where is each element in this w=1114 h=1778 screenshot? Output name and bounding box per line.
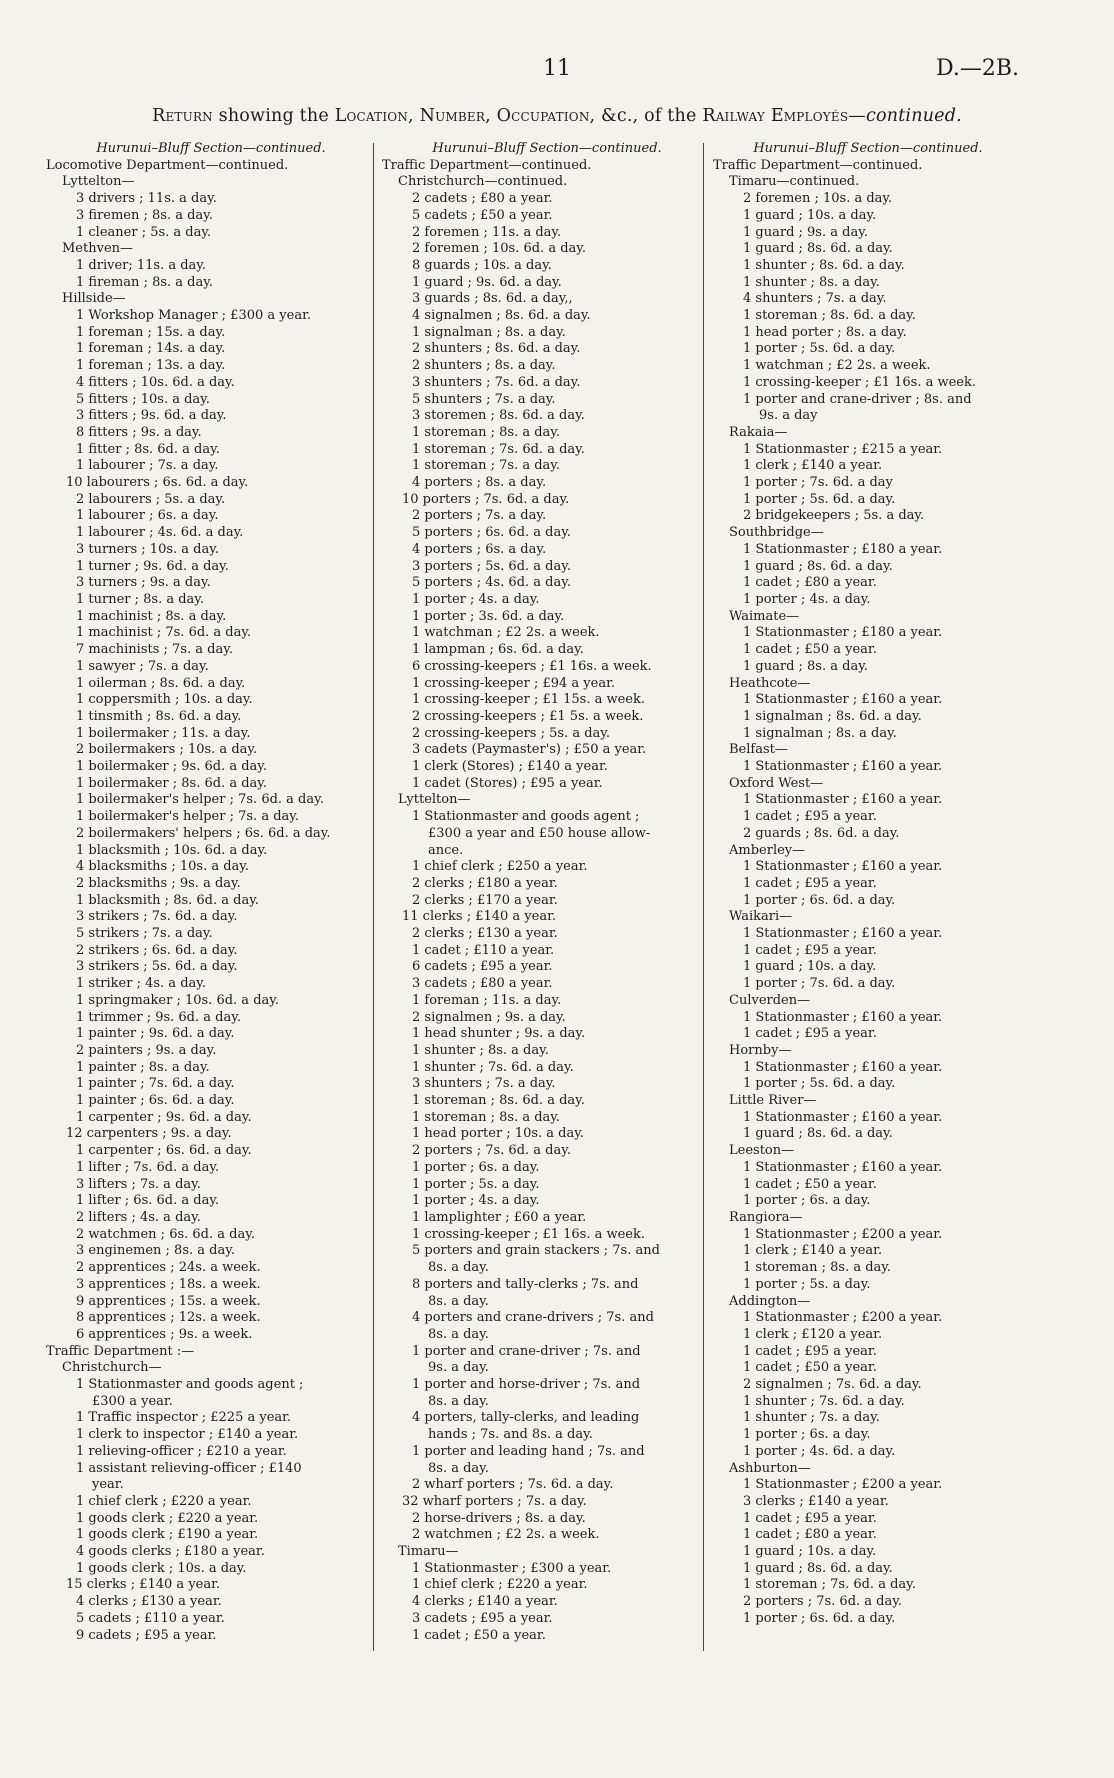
entry-line: 2 guards ; 8s. 6d. a day. xyxy=(743,825,900,841)
entry-line: 5 porters and grain stackers ; 7s. and xyxy=(412,1243,660,1259)
entry-line: 1 boilermaker's helper ; 7s. 6d. a day. xyxy=(76,792,324,808)
location-heading: Lyttelton— xyxy=(62,174,135,190)
location-heading: Christchurch—continued. xyxy=(398,174,568,190)
entry-line: 1 Stationmaster ; £160 a year. xyxy=(743,759,943,775)
entry-line: 1 head porter ; 10s. a day. xyxy=(412,1126,584,1142)
entry-line: 2 signalmen ; 9s. a day. xyxy=(412,1009,566,1025)
entry-line: 8 porters and tally-clerks ; 7s. and xyxy=(412,1276,639,1292)
entry-line: 7 machinists ; 7s. a day. xyxy=(76,642,233,658)
location-heading: Ashburton— xyxy=(729,1460,811,1476)
entry-line: 1 chief clerk ; £250 a year. xyxy=(412,859,588,875)
entry-line: 1 guard ; 10s. a day. xyxy=(743,959,877,975)
entry-line: 1 cadet ; £80 a year. xyxy=(743,575,877,591)
entry-line: 1 cadet ; £80 a year. xyxy=(743,1527,877,1543)
entry-line: 1 porter ; 4s. 6d. a day. xyxy=(743,1443,896,1459)
entry-line: 1 storeman ; 8s. a day. xyxy=(412,424,561,440)
location-heading: Waimate— xyxy=(729,608,800,624)
document-code: D.—2B. xyxy=(935,56,1019,81)
entry-line: 1 watchman ; £2 2s. a week. xyxy=(412,625,600,641)
entry-line: 2 shunters ; 8s. 6d. a day. xyxy=(412,341,581,357)
entry-line: 1 guard ; 8s. 6d. a day. xyxy=(743,1560,893,1576)
entry-line: 1 painter ; 8s. a day. xyxy=(76,1059,210,1075)
entry-line: 2 porters ; 7s. a day. xyxy=(412,508,547,524)
location-heading: Heathcote— xyxy=(729,675,811,691)
entry-line: 32 wharf porters ; 7s. a day. xyxy=(402,1493,587,1509)
entry-line: 5 cadets ; £50 a year. xyxy=(412,207,553,223)
entry-line: 5 strikers ; 7s. a day. xyxy=(76,926,213,942)
entry-line: 1 guard ; 10s. a day. xyxy=(743,207,877,223)
entry-line: 3 drivers ; 11s. a day. xyxy=(76,191,217,207)
entry-line: 2 strikers ; 6s. 6d. a day. xyxy=(76,942,238,958)
entry-line: 6 cadets ; £95 a year. xyxy=(412,959,553,975)
entry-line: 1 painter ; 6s. 6d. a day. xyxy=(76,1093,235,1109)
entry-continuation: 8s. a day. xyxy=(428,1293,489,1309)
page-number: 11 xyxy=(543,56,571,81)
entry-line: 1 porter ; 7s. 6d. a day. xyxy=(743,976,896,992)
entry-line: 1 tinsmith ; 8s. 6d. a day. xyxy=(76,708,242,724)
column-2 xyxy=(382,141,712,1644)
entry-line: 1 fitter ; 8s. 6d. a day. xyxy=(76,441,220,457)
entry-line: 2 boilermakers' helpers ; 6s. 6d. a day. xyxy=(76,825,331,841)
entry-line: 1 foreman ; 14s. a day. xyxy=(76,341,226,357)
entry-line: 1 labourer ; 4s. 6d. a day. xyxy=(76,525,244,541)
department-heading: Traffic Department—continued. xyxy=(713,157,923,173)
entry-line: 1 cadet ; £95 a year. xyxy=(743,1026,877,1042)
entry-line: 1 watchman ; £2 2s. a week. xyxy=(743,358,931,374)
entry-line: 1 porter ; 5s. 6d. a day. xyxy=(743,341,896,357)
entry-line: 5 cadets ; £110 a year. xyxy=(76,1610,225,1626)
entry-line: 1 foreman ; 11s. a day. xyxy=(412,992,562,1008)
entry-line: 1 lampman ; 6s. 6d. a day. xyxy=(412,642,584,658)
entry-line: 3 turners ; 9s. a day. xyxy=(76,575,211,591)
entry-line: 1 lamplighter ; £60 a year. xyxy=(412,1210,587,1225)
entry-line: 1 cadet ; £50 a year. xyxy=(412,1627,546,1643)
entry-line: 4 porters ; 6s. a day. xyxy=(412,541,547,557)
entry-line: 1 signalman ; 8s. a day. xyxy=(412,324,566,340)
entry-line: 2 wharf porters ; 7s. 6d. a day. xyxy=(412,1477,614,1493)
entry-continuation: 8s. a day. xyxy=(428,1393,489,1409)
entry-line: 1 porter ; 5s. 6d. a day. xyxy=(743,1076,896,1092)
entry-line: 1 storeman ; 8s. 6d. a day. xyxy=(743,308,916,324)
entry-line: 10 porters ; 7s. 6d. a day. xyxy=(402,491,570,507)
entry-line: 1 porter ; 6s. a day. xyxy=(412,1159,540,1175)
entry-line: 1 coppersmith ; 10s. a day. xyxy=(76,692,253,708)
location-heading: Waikari— xyxy=(729,909,793,925)
entry-line: 5 fitters ; 10s. a day. xyxy=(76,391,210,407)
entry-line: 1 shunter ; 8s. 6d. a day. xyxy=(743,257,905,273)
entry-line: 1 goods clerk ; £190 a year. xyxy=(76,1527,259,1543)
entry-line: 4 clerks ; £130 a year. xyxy=(76,1594,222,1610)
location-heading: Lyttelton— xyxy=(398,792,471,808)
entry-line: 1 porter ; 7s. 6d. a day xyxy=(743,475,893,491)
entry-line: 1 cadet ; £95 a year. xyxy=(743,1510,877,1526)
entry-line: 3 shunters ; 7s. a day. xyxy=(412,1076,556,1092)
entry-line: 2 blacksmiths ; 9s. a day. xyxy=(76,875,241,891)
entry-line: 1 springmaker ; 10s. 6d. a day. xyxy=(76,992,280,1008)
entry-line: 1 shunter ; 7s. 6d. a day. xyxy=(412,1059,574,1075)
entry-line: 1 Stationmaster ; £215 a year. xyxy=(743,441,943,457)
entry-line: 4 fitters ; 10s. 6d. a day. xyxy=(76,374,235,390)
entry-line: 11 clerks ; £140 a year. xyxy=(402,909,557,925)
entry-line: 1 boilermaker ; 8s. 6d. a day. xyxy=(76,775,268,791)
entry-line: 1 carpenter ; 6s. 6d. a day. xyxy=(76,1143,252,1159)
entry-line: 1 porter ; 5s. a day. xyxy=(743,1276,871,1292)
entry-continuation: 8s. a day. xyxy=(428,1260,489,1276)
entry-line: 1 cadet ; £50 a year. xyxy=(743,1176,877,1192)
entry-line: 3 guards ; 8s. 6d. a day,, xyxy=(412,291,573,307)
entry-line: 1 guard ; 8s. 6d. a day. xyxy=(743,1126,893,1142)
entry-line: 1 clerk to inspector ; £140 a year. xyxy=(76,1427,299,1443)
location-heading: Leeston— xyxy=(729,1143,795,1159)
entry-line: 1 foreman ; 15s. a day. xyxy=(76,324,226,340)
entry-line: 1 Stationmaster ; £160 a year. xyxy=(743,1059,943,1075)
entry-line: 1 painter ; 9s. 6d. a day. xyxy=(76,1026,235,1042)
entry-line: 1 guard ; 8s. 6d. a day. xyxy=(743,241,893,257)
location-heading: Rangiora— xyxy=(729,1210,803,1225)
entry-line: 2 crossing-keepers ; 5s. a day. xyxy=(412,725,611,741)
entry-line: 9 apprentices ; 15s. a week. xyxy=(76,1293,261,1309)
entry-line: 1 Stationmaster ; £160 a year. xyxy=(743,926,943,942)
entry-line: 1 Stationmaster ; £160 a year. xyxy=(743,792,943,808)
entry-line: 1 striker ; 4s. a day. xyxy=(76,976,207,992)
entry-line: 1 boilermaker ; 11s. a day. xyxy=(76,725,251,741)
entry-line: 1 cadet ; £95 a year. xyxy=(743,1343,877,1359)
entry-line: 1 crossing-keeper ; £94 a year. xyxy=(412,675,615,691)
entry-line: 1 Stationmaster ; £160 a year. xyxy=(743,1159,943,1175)
entry-line: 1 crossing-keeper ; £1 16s. a week. xyxy=(412,1226,646,1242)
column-3 xyxy=(713,141,1023,1628)
entry-line: 2 clerks ; £130 a year. xyxy=(412,926,558,942)
location-heading: Hornby— xyxy=(729,1042,792,1058)
location-heading: Belfast— xyxy=(729,742,788,758)
entry-line: 1 cadet ; £95 a year. xyxy=(743,942,877,958)
entry-line: 2 foremen ; 11s. a day. xyxy=(412,224,562,240)
entry-line: 1 cadet ; £50 a year. xyxy=(743,1360,877,1376)
entry-line: 8 fitters ; 9s. a day. xyxy=(76,424,202,440)
page-title: Return showing the Location, Number, Occupation, &c., of the Railway Employés—continued. xyxy=(152,106,962,126)
entry-line: 3 shunters ; 7s. 6d. a day. xyxy=(412,374,581,390)
entry-line: 1 guard ; 8s. 6d. a day. xyxy=(743,558,893,574)
entry-line: 8 guards ; 10s. a day. xyxy=(412,257,552,273)
entry-line: 2 clerks ; £170 a year. xyxy=(412,892,558,908)
entry-line: 3 cadets ; £80 a year. xyxy=(412,976,553,992)
entry-line: 4 shunters ; 7s. a day. xyxy=(743,291,887,307)
entry-line: 1 porter ; 4s. a day. xyxy=(412,591,540,607)
entry-line: 1 head porter ; 8s. a day. xyxy=(743,324,907,340)
location-heading: Timaru—continued. xyxy=(729,174,860,190)
entry-line: 1 cadet ; £110 a year. xyxy=(412,942,555,958)
location-heading: Oxford West— xyxy=(729,775,824,791)
entry-line: 1 storeman ; 7s. 6d. a day. xyxy=(743,1577,916,1593)
entry-line: 1 storeman ; 7s. a day. xyxy=(412,458,561,474)
entry-line: 1 clerk ; £120 a year. xyxy=(743,1326,883,1342)
entry-line: 1 cleaner ; 5s. a day. xyxy=(76,224,212,240)
entry-line: 2 cadets ; £80 a year. xyxy=(412,191,553,207)
entry-line: 2 horse-drivers ; 8s. a day. xyxy=(412,1510,586,1526)
entry-line: 3 porters ; 5s. 6d. a day. xyxy=(412,558,571,574)
entry-line: 1 blacksmith ; 8s. 6d. a day. xyxy=(76,892,259,908)
entry-continuation: 9s. a day. xyxy=(428,1360,489,1376)
entry-line: 1 trimmer ; 9s. 6d. a day. xyxy=(76,1009,241,1025)
entry-line: 6 apprentices ; 9s. a week. xyxy=(76,1326,253,1342)
entry-line: 1 painter ; 7s. 6d. a day. xyxy=(76,1076,235,1092)
entry-line: 3 strikers ; 5s. 6d. a day. xyxy=(76,959,238,975)
entry-line: 1 Stationmaster ; £180 a year. xyxy=(743,541,943,557)
department-heading: Traffic Department—continued. xyxy=(382,157,592,173)
entry-line: 2 watchmen ; £2 2s. a week. xyxy=(412,1527,600,1543)
title-location: Location xyxy=(334,106,409,126)
entry-line: 1 goods clerk ; £220 a year. xyxy=(76,1510,259,1526)
entry-line: 1 porter and crane-driver ; 7s. and xyxy=(412,1343,641,1359)
entry-line: 2 foremen ; 10s. a day. xyxy=(743,191,893,207)
entry-continuation: £300 a year. xyxy=(92,1393,173,1409)
entry-line: 1 guard ; 10s. a day. xyxy=(743,1544,877,1560)
entry-continuation: year. xyxy=(92,1477,124,1493)
location-heading: Addington— xyxy=(729,1293,811,1309)
entry-line: 4 porters ; 8s. a day. xyxy=(412,475,547,491)
entry-line: 2 lifters ; 4s. a day. xyxy=(76,1210,201,1225)
entry-line: 1 cadet ; £95 a year. xyxy=(743,809,877,825)
entry-line: 2 signalmen ; 7s. 6d. a day. xyxy=(743,1377,922,1393)
entry-line: 1 boilermaker's helper ; 7s. a day. xyxy=(76,809,300,825)
entry-line: 1 clerk ; £140 a year. xyxy=(743,1243,883,1259)
entry-line: 1 Stationmaster ; £160 a year. xyxy=(743,692,943,708)
entry-continuation: 8s. a day. xyxy=(428,1460,489,1476)
section-heading: Hurunui–Bluff Section—continued. xyxy=(96,141,326,156)
entry-line: 1 porter ; 6s. a day. xyxy=(743,1427,871,1443)
location-heading: Southbridge— xyxy=(729,525,824,541)
entry-line: 4 porters and crane-drivers ; 7s. and xyxy=(412,1310,654,1326)
entry-line: 1 guard ; 9s. a day. xyxy=(743,224,868,240)
entry-line: 6 crossing-keepers ; £1 16s. a week. xyxy=(412,658,652,674)
title-etc: &c., of the xyxy=(601,106,703,126)
title-number: Number xyxy=(419,106,486,126)
entry-line: 5 shunters ; 7s. a day. xyxy=(412,391,556,407)
entry-line: 1 crossing-keeper ; £1 16s. a week. xyxy=(743,374,977,390)
entry-line: 1 clerk (Stores) ; £140 a year. xyxy=(412,759,608,775)
entry-continuation: hands ; 7s. and 8s. a day. xyxy=(428,1427,593,1443)
entry-line: 2 porters ; 7s. 6d. a day. xyxy=(412,1143,571,1159)
entry-line: 1 porter and leading hand ; 7s. and xyxy=(412,1443,645,1459)
entry-line: 3 strikers ; 7s. 6d. a day. xyxy=(76,909,238,925)
location-heading: Timaru— xyxy=(398,1544,459,1560)
entry-line: 3 fitters ; 9s. 6d. a day. xyxy=(76,408,227,424)
entry-line: 8 apprentices ; 12s. a week. xyxy=(76,1310,261,1326)
entry-line: 1 signalman ; 8s. a day. xyxy=(743,725,897,741)
entry-line: 4 blacksmiths ; 10s. a day. xyxy=(76,859,250,875)
entry-line: 3 clerks ; £140 a year. xyxy=(743,1493,889,1509)
entry-line: 2 porters ; 7s. 6d. a day. xyxy=(743,1594,902,1610)
department-heading: Traffic Department :— xyxy=(46,1343,195,1359)
entry-line: 1 blacksmith ; 10s. 6d. a day. xyxy=(76,842,268,858)
entry-line: 1 porter ; 6s. 6d. a day. xyxy=(743,1610,896,1626)
entry-line: 1 oilerman ; 8s. 6d. a day. xyxy=(76,675,246,691)
entry-line: 5 porters ; 4s. 6d. a day. xyxy=(412,575,571,591)
entry-line: 1 porter ; 4s. a day. xyxy=(412,1193,540,1209)
entry-line: 10 labourers ; 6s. 6d. a day. xyxy=(66,475,249,491)
entry-line: 1 Stationmaster and goods agent ; xyxy=(412,809,640,825)
entry-line: 4 porters, tally-clerks, and leading xyxy=(412,1410,640,1426)
entry-line: 1 Stationmaster ; £200 a year. xyxy=(743,1226,943,1242)
entry-line: 1 turner ; 8s. a day. xyxy=(76,591,205,607)
entry-line: 1 cadet ; £95 a year. xyxy=(743,875,877,891)
entry-line: 3 firemen ; 8s. a day. xyxy=(76,207,213,223)
entry-line: 1 porter ; 5s. 6d. a day. xyxy=(743,491,896,507)
entry-continuation: 9s. a day xyxy=(759,408,818,424)
entry-line: 3 cadets ; £95 a year. xyxy=(412,1610,553,1626)
entry-line: 1 shunter ; 7s. 6d. a day. xyxy=(743,1393,905,1409)
entry-line: 1 lifter ; 6s. 6d. a day. xyxy=(76,1193,220,1209)
entry-line: 4 goods clerks ; £180 a year. xyxy=(76,1544,265,1560)
entry-line: 1 porter ; 6s. a day. xyxy=(743,1193,871,1209)
entry-line: 1 boilermaker ; 9s. 6d. a day. xyxy=(76,759,268,775)
entry-line: 1 head shunter ; 9s. a day. xyxy=(412,1026,586,1042)
entry-line: 1 Traffic inspector ; £225 a year. xyxy=(76,1410,292,1426)
entry-line: 15 clerks ; £140 a year. xyxy=(66,1577,221,1593)
entry-line: 1 Stationmaster ; £300 a year. xyxy=(412,1560,612,1576)
entry-line: 9 cadets ; £95 a year. xyxy=(76,1627,217,1643)
entry-line: 1 labourer ; 7s. a day. xyxy=(76,458,219,474)
entry-line: 1 porter and crane-driver ; 8s. and xyxy=(743,391,972,407)
entry-line: 3 enginemen ; 8s. a day. xyxy=(76,1243,235,1259)
location-heading: Little River— xyxy=(729,1093,817,1109)
entry-line: 2 boilermakers ; 10s. a day. xyxy=(76,742,258,758)
entry-line: 1 signalman ; 8s. 6d. a day. xyxy=(743,708,922,724)
entry-line: 2 shunters ; 8s. a day. xyxy=(412,358,556,374)
entry-line: 1 cadet ; £50 a year. xyxy=(743,642,877,658)
entry-line: 1 Workshop Manager ; £300 a year. xyxy=(76,308,311,324)
entry-continuation: ance. xyxy=(428,842,464,858)
entry-line: 1 machinist ; 8s. a day. xyxy=(76,608,227,624)
entry-line: 1 Stationmaster ; £160 a year. xyxy=(743,1109,943,1125)
entry-line: 1 storeman ; 8s. a day. xyxy=(412,1109,561,1125)
entry-line: 1 foreman ; 13s. a day. xyxy=(76,358,226,374)
entry-line: 3 storemen ; 8s. 6d. a day. xyxy=(412,408,585,424)
entry-line: 1 shunter ; 8s. a day. xyxy=(743,274,880,290)
entry-line: 2 foremen ; 10s. 6d. a day. xyxy=(412,241,587,257)
entry-line: 1 shunter ; 7s. a day. xyxy=(743,1410,880,1426)
entry-continuation: 8s. a day. xyxy=(428,1326,489,1342)
entry-line: 3 apprentices ; 18s. a week. xyxy=(76,1276,261,1292)
entry-line: 1 fireman ; 8s. a day. xyxy=(76,274,213,290)
entry-line: 5 porters ; 6s. 6d. a day. xyxy=(412,525,571,541)
entry-line: 2 painters ; 9s. a day. xyxy=(76,1042,217,1058)
location-heading: Hillside— xyxy=(62,291,126,307)
location-heading: Culverden— xyxy=(729,992,811,1008)
entry-line: 1 shunter ; 8s. a day. xyxy=(412,1042,549,1058)
entry-line: 1 Stationmaster ; £180 a year. xyxy=(743,625,943,641)
location-heading: Christchurch— xyxy=(62,1360,162,1376)
entry-line: 3 turners ; 10s. a day. xyxy=(76,541,219,557)
section-heading: Hurunui–Bluff Section—continued. xyxy=(432,141,662,156)
column-1 xyxy=(46,141,376,1644)
title-return: Return xyxy=(152,106,213,126)
location-heading: Rakaia— xyxy=(729,424,788,440)
entry-line: 1 Stationmaster ; £160 a year. xyxy=(743,859,943,875)
entry-line: 1 cadet (Stores) ; £95 a year. xyxy=(412,775,603,791)
entry-line: 1 machinist ; 7s. 6d. a day. xyxy=(76,625,252,641)
entry-line: 2 crossing-keepers ; £1 5s. a week. xyxy=(412,708,644,724)
entry-line: 4 signalmen ; 8s. 6d. a day. xyxy=(412,308,591,324)
title-occupation: Occupation xyxy=(496,106,590,126)
entry-line: 1 storeman ; 8s. a day. xyxy=(743,1260,892,1276)
entry-line: 1 guard ; 9s. 6d. a day. xyxy=(412,274,562,290)
entry-line: 1 Stationmaster ; £200 a year. xyxy=(743,1310,943,1326)
entry-line: 1 porter and horse-driver ; 7s. and xyxy=(412,1377,641,1393)
entry-line: 2 watchmen ; 6s. 6d. a day. xyxy=(76,1226,255,1242)
entry-line: 1 porter ; 4s. a day. xyxy=(743,591,871,607)
entry-line: 1 Stationmaster ; £200 a year. xyxy=(743,1477,943,1493)
entry-line: 1 porter ; 6s. 6d. a day. xyxy=(743,892,896,908)
entry-line: 1 carpenter ; 9s. 6d. a day. xyxy=(76,1109,252,1125)
entry-line: 1 storeman ; 8s. 6d. a day. xyxy=(412,1093,585,1109)
entry-line: 1 sawyer ; 7s. a day. xyxy=(76,658,209,674)
entry-line: 12 carpenters ; 9s. a day. xyxy=(66,1126,232,1142)
entry-line: 1 turner ; 9s. 6d. a day. xyxy=(76,558,229,574)
entry-line: 1 labourer ; 6s. a day. xyxy=(76,508,219,524)
title-showing: showing the xyxy=(212,106,335,126)
entry-line: 1 storeman ; 7s. 6d. a day. xyxy=(412,441,585,457)
entry-line: 4 clerks ; £140 a year. xyxy=(412,1594,558,1610)
entry-line: 2 bridgekeepers ; 5s. a day. xyxy=(743,508,925,524)
title-railway: Railway Employés xyxy=(702,106,849,126)
title-continued: —continued. xyxy=(848,106,962,126)
entry-line: 1 chief clerk ; £220 a year. xyxy=(412,1577,588,1593)
entry-line: 1 Stationmaster and goods agent ; xyxy=(76,1377,304,1393)
entry-line: 1 porter ; 3s. 6d. a day. xyxy=(412,608,565,624)
entry-line: 2 clerks ; £180 a year. xyxy=(412,875,558,891)
entry-line: 1 chief clerk ; £220 a year. xyxy=(76,1493,252,1509)
entry-line: 1 lifter ; 7s. 6d. a day. xyxy=(76,1159,220,1175)
entry-line: 1 guard ; 8s. a day. xyxy=(743,658,868,674)
entry-line: 1 relieving-officer ; £210 a year. xyxy=(76,1443,287,1459)
entry-line: 1 assistant relieving-officer ; £140 xyxy=(76,1460,302,1476)
entry-line: 1 goods clerk ; 10s. a day. xyxy=(76,1560,247,1576)
entry-line: 1 clerk ; £140 a year. xyxy=(743,458,883,474)
entry-line: 3 lifters ; 7s. a day. xyxy=(76,1176,201,1192)
entry-line: 3 cadets (Paymaster's) ; £50 a year. xyxy=(412,742,647,758)
entry-line: 2 labourers ; 5s. a day. xyxy=(76,491,226,507)
entry-continuation: £300 a year and £50 house allow- xyxy=(428,825,651,841)
location-heading: Amberley— xyxy=(729,842,806,858)
entry-line: 1 crossing-keeper ; £1 15s. a week. xyxy=(412,692,646,708)
entry-line: 1 Stationmaster ; £160 a year. xyxy=(743,1009,943,1025)
entry-line: 2 apprentices ; 24s. a week. xyxy=(76,1260,261,1276)
entry-line: 1 porter ; 5s. a day. xyxy=(412,1176,540,1192)
section-heading: Hurunui–Bluff Section—continued. xyxy=(753,141,983,156)
entry-line: 1 driver; 11s. a day. xyxy=(76,257,207,273)
location-heading: Methven— xyxy=(62,241,134,257)
department-heading: Locomotive Department—continued. xyxy=(46,157,289,173)
